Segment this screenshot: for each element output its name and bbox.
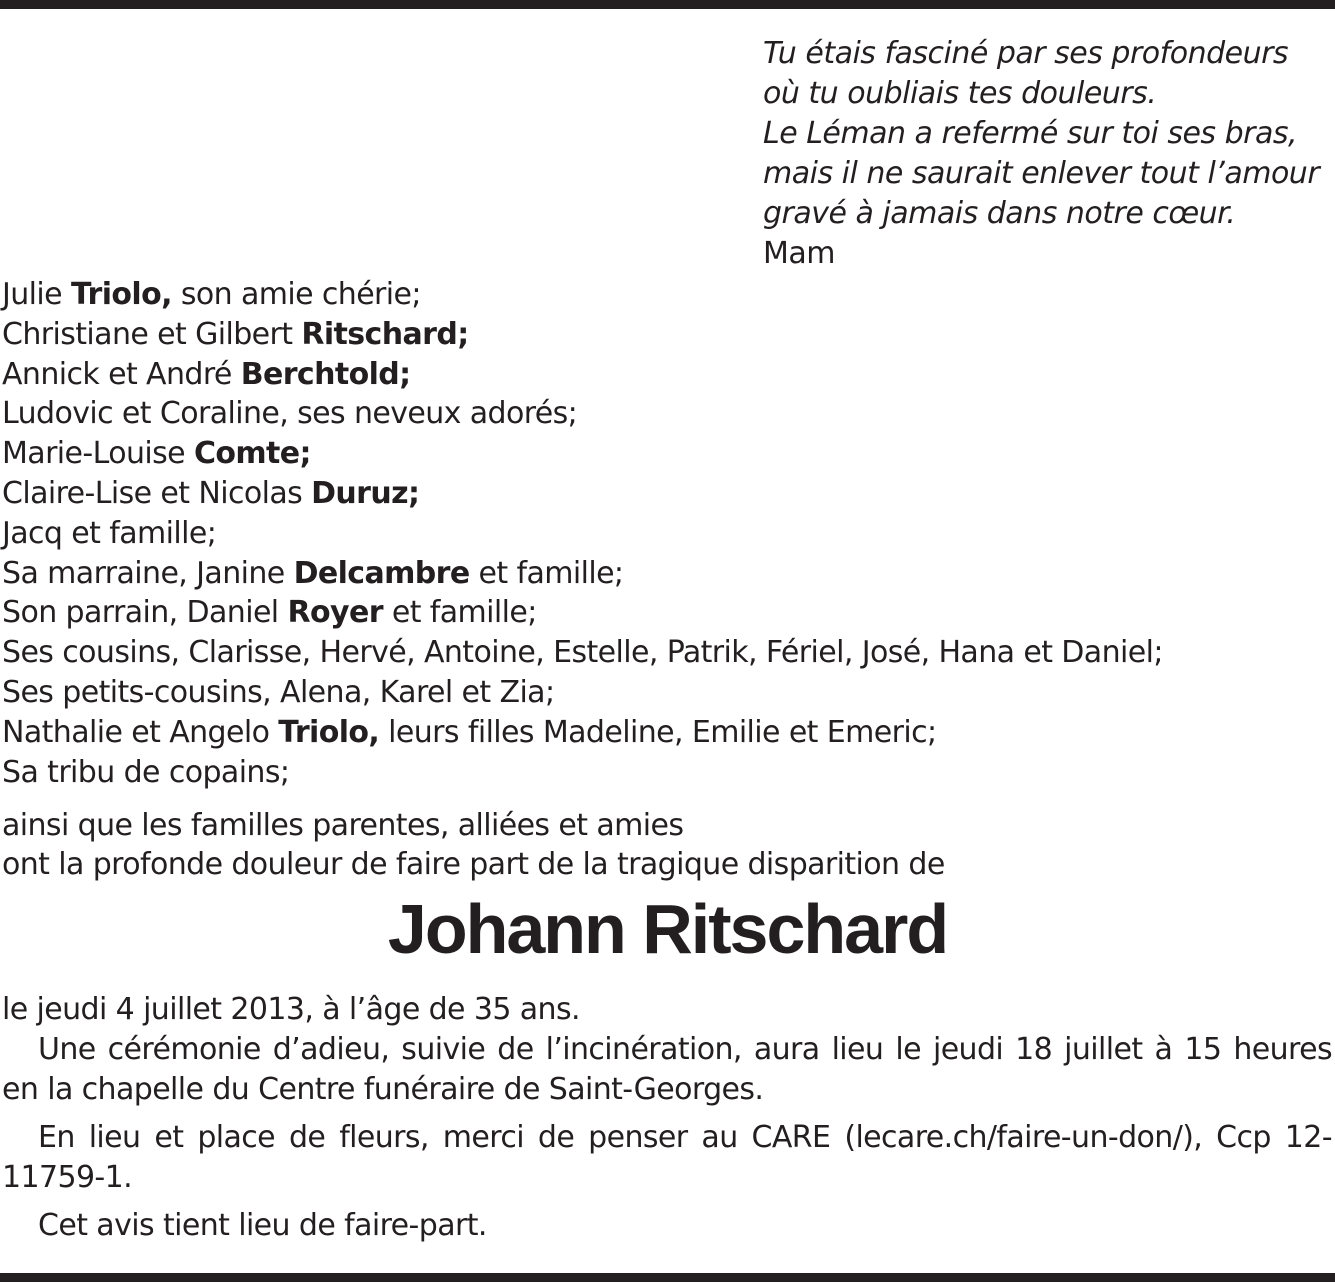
top-border-rule [0,0,1335,9]
poem-line: Tu étais fasciné par ses profondeurs [763,36,1289,71]
mourner-line: Sa tribu de copains; [2,754,290,790]
poem-line: où tu oubliais tes douleurs. [763,76,1157,111]
donation-paragraph: En lieu et place de fleurs, merci de penser au CARE (lecare.ch/faire-un-don/), Ccp 12-11759-1. [2,1120,1332,1195]
family-name: Berchtold; [240,356,411,392]
mourner-line: Ses cousins, Clarisse, Hervé, Antoine, Estelle, Patrik, Fériel, José, Hana et Daniel; [2,635,1163,671]
family-name: Triolo, [278,714,380,750]
mourner-line: Ses petits-cousins, Alena, Karel et Zia; [2,674,555,710]
mourners-list [2,275,1332,792]
deceased-name: Johann Ritschard [387,890,948,968]
closing-line: ainsi que les familles parentes, alliées et amies [2,808,684,843]
poem-signature: Mam [763,236,835,271]
date-of-death: le jeudi 4 juillet 2013, à l’âge de 35 ans. [2,992,580,1027]
mourner-line: Jacq et famille; [2,515,217,551]
poem-line: mais il ne saurait enlever tout l’amour [763,156,1320,191]
ceremony-paragraph: Une cérémonie d’adieu, suivie de l’incinération, aura lieu le jeudi 18 juillet à 15 heures en la chapelle du Centre funéraire de Saint-Georges. [2,1032,1332,1107]
poem-line: Le Léman a refermé sur toi ses bras, [763,116,1297,151]
epitaph-poem [763,34,1335,274]
mourner-line: Ludovic et Coraline, ses neveux adorés; [2,396,578,432]
bottom-border-rule [0,1273,1335,1282]
mourner-line: Sa marraine, Janine Delcambre et famille; [2,555,624,591]
family-name: Delcambre [293,555,470,591]
mourner-line: Claire-Lise et Nicolas Duruz; [2,475,420,511]
family-name: Ritschard; [301,316,469,352]
family-name: Comte; [193,436,311,472]
mourner-line: Marie-Louise Comte; [2,436,311,472]
closing-line: ont la profonde douleur de faire part de la tragique disparition de [2,847,945,882]
mourner-line: Christiane et Gilbert Ritschard; [2,316,469,352]
mourner-line: Nathalie et Angelo Triolo, leurs filles Madeline, Emilie et Emeric; [2,714,937,750]
family-name: Royer [287,595,383,631]
mourner-line: Julie Triolo, son amie chérie; [2,277,421,312]
family-name: Triolo, [70,277,172,312]
family-name: Duruz; [311,475,420,511]
notice-details [2,990,1332,1246]
poem-line: gravé à jamais dans notre cœur. [763,196,1236,231]
notice-paragraph: Cet avis tient lieu de faire-part. [38,1208,487,1243]
closing-statement [2,806,1332,884]
mourner-line: Annick et André Berchtold; [2,356,411,392]
mourner-line: Son parrain, Daniel Royer et famille; [2,595,537,631]
